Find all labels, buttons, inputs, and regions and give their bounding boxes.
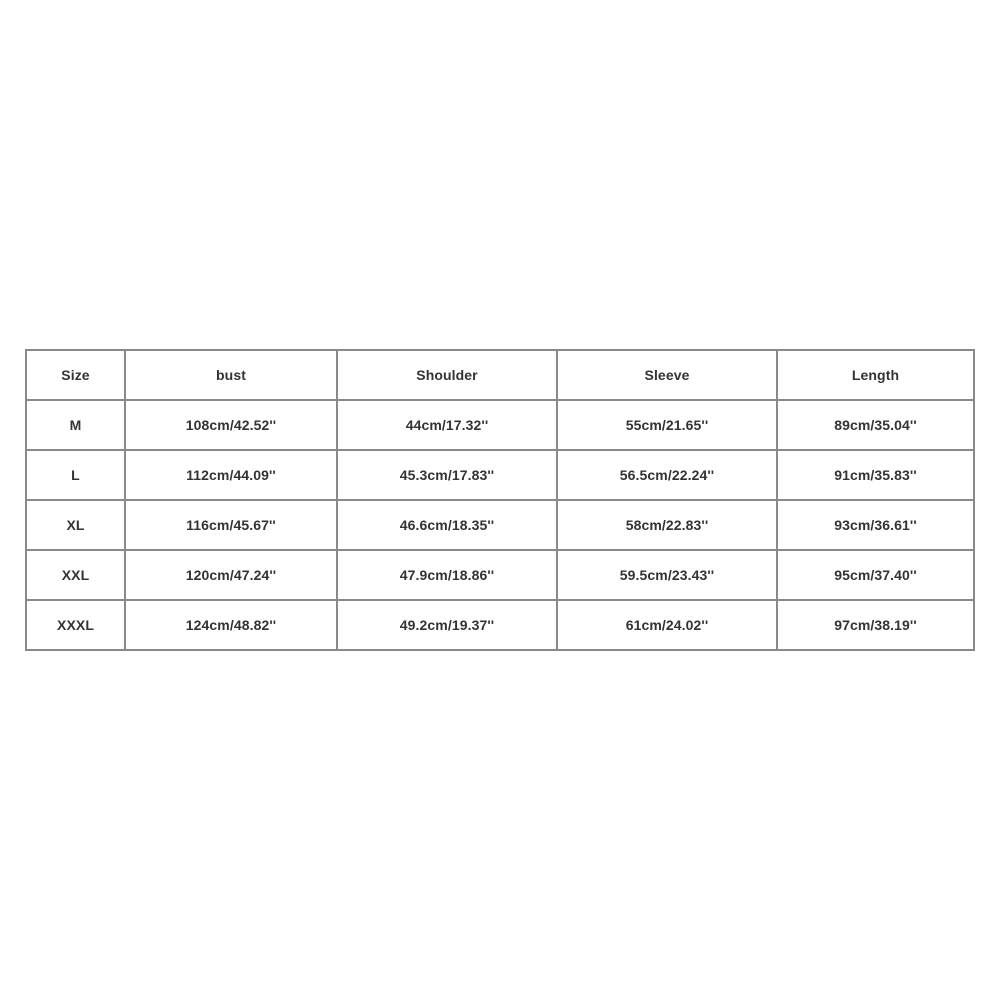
header-length: Length	[778, 351, 975, 401]
cell-sleeve: 55cm/21.65''	[558, 401, 778, 451]
size-chart-table	[25, 349, 975, 651]
cell-bust: 120cm/47.24''	[126, 551, 338, 601]
header-shoulder: Shoulder	[338, 351, 558, 401]
cell-length: 89cm/35.04''	[778, 401, 975, 451]
table-row	[27, 501, 975, 551]
cell-length: 95cm/37.40''	[778, 551, 975, 601]
cell-sleeve: 61cm/24.02''	[558, 601, 778, 651]
cell-bust: 116cm/45.67''	[126, 501, 338, 551]
cell-length: 93cm/36.61''	[778, 501, 975, 551]
cell-sleeve: 59.5cm/23.43''	[558, 551, 778, 601]
cell-bust: 112cm/44.09''	[126, 451, 338, 501]
cell-size: L	[27, 451, 126, 501]
cell-size: M	[27, 401, 126, 451]
header-size: Size	[27, 351, 126, 401]
header-bust: bust	[126, 351, 338, 401]
table-row	[27, 551, 975, 601]
cell-size: XL	[27, 501, 126, 551]
cell-shoulder: 49.2cm/19.37''	[338, 601, 558, 651]
cell-length: 91cm/35.83''	[778, 451, 975, 501]
cell-bust: 108cm/42.52''	[126, 401, 338, 451]
cell-length: 97cm/38.19''	[778, 601, 975, 651]
table-row	[27, 401, 975, 451]
cell-shoulder: 46.6cm/18.35''	[338, 501, 558, 551]
cell-sleeve: 58cm/22.83''	[558, 501, 778, 551]
cell-shoulder: 47.9cm/18.86''	[338, 551, 558, 601]
cell-size: XXXL	[27, 601, 126, 651]
cell-sleeve: 56.5cm/22.24''	[558, 451, 778, 501]
table-row	[27, 601, 975, 651]
cell-bust: 124cm/48.82''	[126, 601, 338, 651]
header-sleeve: Sleeve	[558, 351, 778, 401]
table-row	[27, 451, 975, 501]
cell-shoulder: 44cm/17.32''	[338, 401, 558, 451]
header-row	[27, 351, 975, 401]
cell-size: XXL	[27, 551, 126, 601]
cell-shoulder: 45.3cm/17.83''	[338, 451, 558, 501]
